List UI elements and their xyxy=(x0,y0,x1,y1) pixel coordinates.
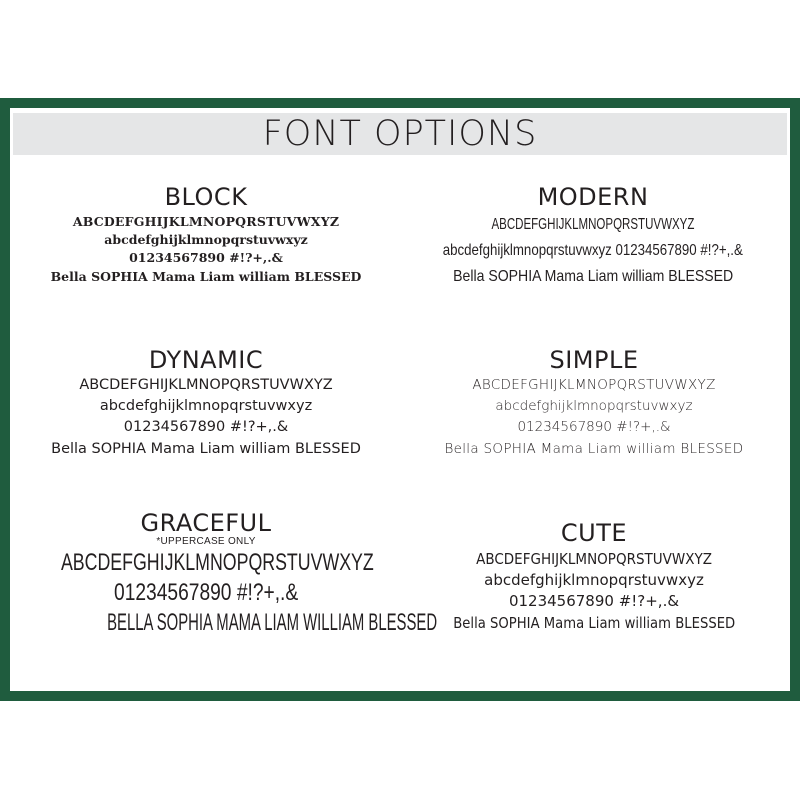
sample-uppercase: ABCDEFGHIJKLMNOPQRSTUVWXYZ xyxy=(476,550,712,568)
sample-uppercase: ABCDEFGHIJKLMNOPQRSTUVWXYZ xyxy=(79,377,333,393)
font-name-simple: SIMPLE xyxy=(549,346,639,374)
sample-uppercase: ABCDEFGHIJKLMNOPQRSTUVWXYZ xyxy=(491,216,695,233)
sample-lowercase: abcdefghijklmnopqrstuvwxyz xyxy=(99,398,313,414)
sample-names: Bella SOPHIA Mama Liam william BLESSED xyxy=(452,268,734,285)
font-name-block: BLOCK xyxy=(164,183,248,211)
sample-lowercase: abcdefghijklmnopqrstuvwxyz xyxy=(104,232,308,247)
sample-numbers: 01234567890 #!?+,.& xyxy=(113,579,299,606)
sample-names: Bella SOPHIA Mama Liam william BLESSED xyxy=(444,441,744,457)
sample-uppercase: ABCDEFGHIJKLMNOPQRSTUVWXYZ xyxy=(472,377,716,393)
sample-numbers: 01234567890 #!?+,.& xyxy=(123,419,289,435)
font-option-dynamic xyxy=(6,345,406,461)
font-name-cute: CUTE xyxy=(560,519,628,547)
sample-numbers: 01234567890 #!?+,.& xyxy=(508,592,680,610)
sample-names: Bella SOPHIA Mama Liam william BLESSED xyxy=(50,269,362,284)
sample-lowercase: abcdefghijklmnopqrstuvwxyz xyxy=(484,571,704,589)
uppercase-only-note: *UPPERCASE ONLY xyxy=(156,536,256,547)
sample-names: BELLA SOPHIA MAMA LIAM WILLIAM BLESSED xyxy=(107,609,438,636)
sample-lowercase-numbers: abcdefghijklmnopqrstuvwxyz 01234567890 #!?+,.& xyxy=(442,242,744,259)
sample-lowercase: abcdefghijklmnopqrstuvwxyz xyxy=(495,398,693,414)
font-option-cute xyxy=(394,518,794,634)
sample-uppercase: ABCDEFGHIJKLMNOPQRSTUVWXYZ xyxy=(72,214,340,229)
font-option-simple xyxy=(394,345,794,461)
sample-names: Bella SOPHIA Mama Liam william BLESSED xyxy=(51,441,361,457)
sample-numbers: 01234567890 #!?+,.& xyxy=(129,250,283,265)
page-title: FONT OPTIONS xyxy=(262,114,538,154)
font-name-modern: MODERN xyxy=(537,183,649,211)
font-option-block xyxy=(6,182,406,287)
sample-uppercase: ABCDEFGHIJKLMNOPQRSTUVWXYZ xyxy=(60,549,374,576)
font-name-graceful: GRACEFUL xyxy=(140,509,272,537)
sample-numbers: 01234567890 #!?+,.& xyxy=(517,419,671,435)
font-option-modern xyxy=(393,182,793,290)
sample-names: Bella SOPHIA Mama Liam william BLESSED xyxy=(453,614,735,632)
font-option-graceful xyxy=(6,508,438,638)
font-name-dynamic: DYNAMIC xyxy=(148,346,264,374)
